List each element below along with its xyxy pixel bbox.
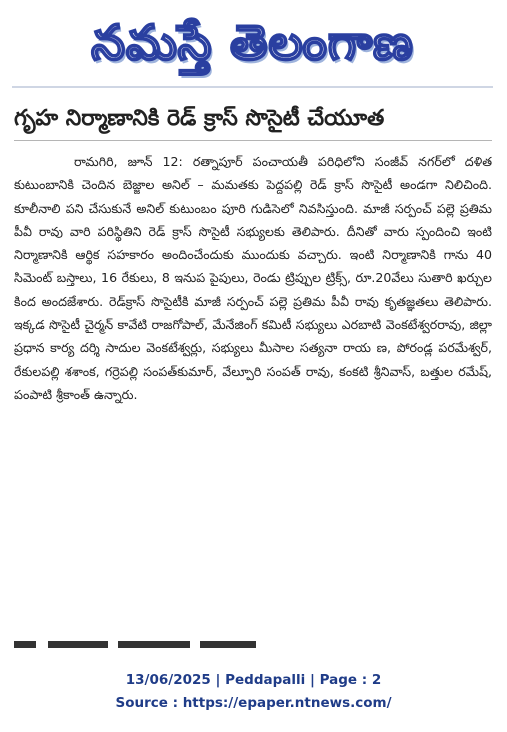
cut-text-fragment — [14, 641, 36, 648]
article-headline: గృహ నిర్మాణానికి రెడ్ క్రాస్ సొసైటీ చేయూత — [14, 106, 385, 131]
cut-text-fragment — [48, 641, 108, 648]
cut-text-fragment — [200, 641, 256, 648]
newspaper-clipping — [12, 0, 493, 651]
footer-source-line: Source : https://epaper.ntnews.com/ — [115, 695, 392, 711]
article-body: రామగిరి, జూన్ 12: రత్నాపూర్ పంచాయతీ పరిధిలోని సంజీవ్ నగర్‌లో దళిత కుటుంబానికి చెందిన బెజ్జాల అనిల్ – మమతకు పెద్దపల్లి రెడ్ క్రాస్ సొసైటీ అండగా నిలిచింది. కూలీనాలి పని చేసుకునే అనిల్ కుటుంబం పూరి గుడిసెలో నివసిస్తుంది. మాజీ సర్పంచ్ పల్లె ప్రతిమ పీవీ రావు వారి పరిస్థితిని రెడ్ క్రాస్ సొసైటీ సభ్యులకు తెలిపారు. దీనితో వారు స్పందించి ఇంటి నిర్మాణానికి ఆర్థిక సహకారం అందించేందుకు ముందుకు వచ్చారు. ఇంటి నిర్మాణానికి గాను 40 సిమెంట్ బస్తాలు, 16 రేకులు, 8 ఇనుప పైపులు, రెండు ట్రిప్పుల ట్రిక్స్, రూ.20వేలు సుతారి ఖర్చుల కింద అందజేశారు. రెడ్‌క్రాస్ సొసైటీకి మాజీ సర్పంచ్ పల్లె ప్రతిమ పీవీ రావు కృతజ్ఞతలు తెలిపారు. ఇక్కడ సొసైటీ చైర్మన్ కావేటి రాజగోపాల్, మేనేజింగ్ కమిటీ సభ్యులు ఎరబాటి వెంకటేశ్వరరావు, జిల్లా ప్రధాన కార్య దర్శి సాదుల వెంకటేశ్వర్లు, సభ్యులు మీసాల సత్యనా రాయ ణ, పోరండ్ల పరమేశ్వర్, రేకులపల్లి శశాంక, గర్రెపల్లి సంపత్‌కుమార్, వేల్పూరి సంపత్ రావు, కంకటి శ్రీనివాస్, బత్తుల రమేష్, పంపాటి శ్రీకాంత్ ఉన్నారు. — [14, 154, 492, 402]
headline-divider — [14, 140, 492, 141]
cut-text-fragment — [118, 641, 190, 648]
footer-date-line: 13/06/2025 | Peddapalli | Page : 2 — [125, 672, 382, 688]
newspaper-logo: నమస్తే తెలంగాణ — [91, 15, 414, 71]
next-article-fragment — [14, 637, 492, 651]
masthead — [12, 0, 493, 88]
